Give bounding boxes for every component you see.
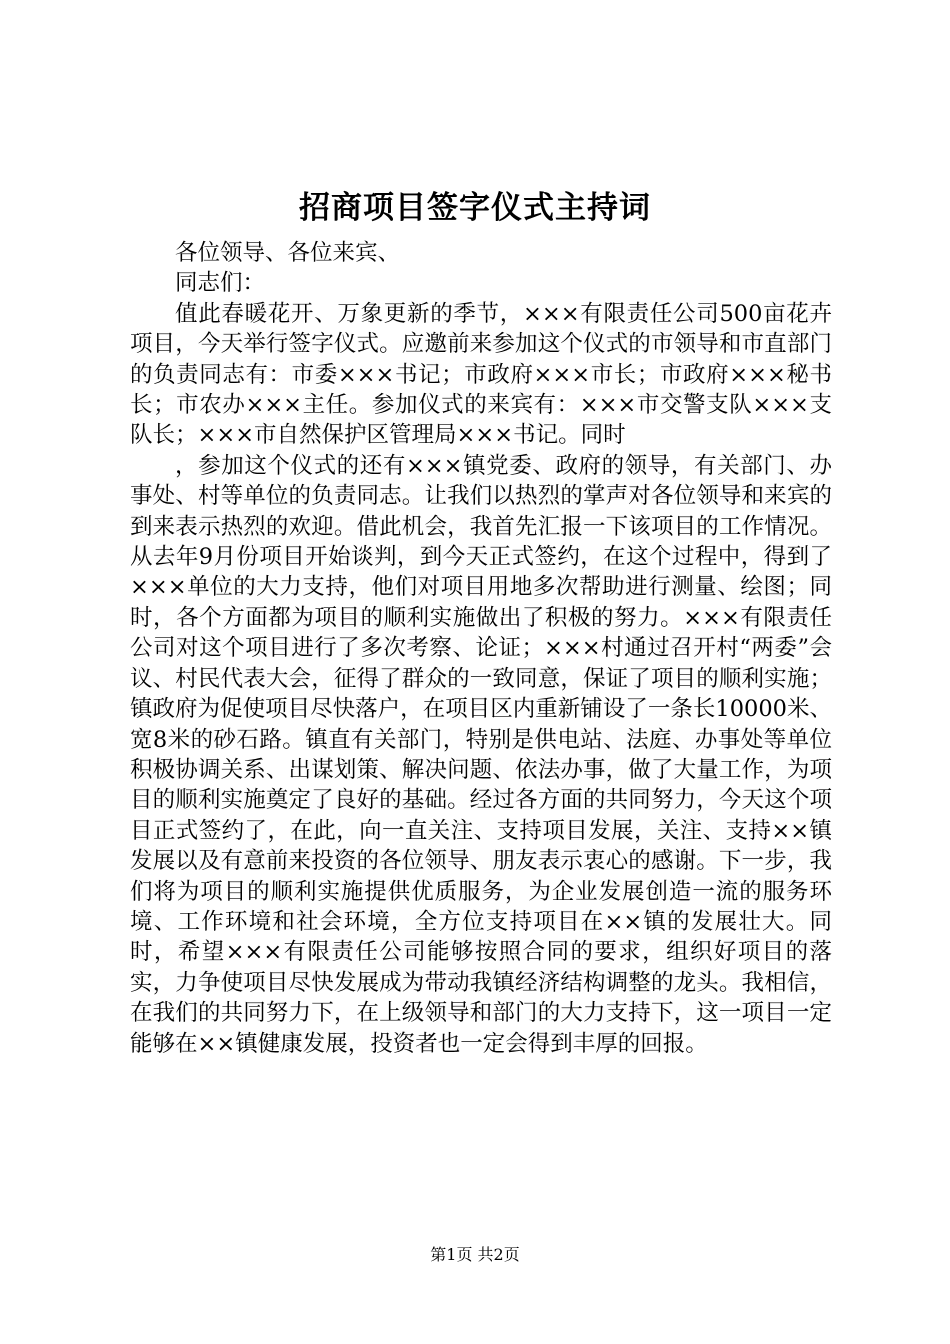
salutation-line-2: 同志们： [175, 270, 266, 297]
page-footer: 第1页 共2页 [430, 1245, 520, 1264]
document-body [130, 238, 832, 1059]
paragraph-2: ，参加这个仪式的还有×××镇党委、政府的领导，有关部门、办事处、村等单位的负责同志。让我们以热烈的掌声对各位领导和来宾的到来表示热烈的欢迎。借此机会，我首先汇报一下该项目的工作情况。从去年9月份项目开始谈判，到今天正式签约，在这个过程中，得到了×××单位的大力支持，他们对项目用地多次帮助进行测量、绘图；同时，各个方面都为项目的顺利实施做出了积极的努力。×××有限责任公司对这个项目进行了多次考察、论证；×××村通过召开村“两委”会议、村民代表大会，征得了群众的一致同意，保证了项目的顺利实施；镇政府为促使项目尽快落户，在项目区内重新铺设了一条长10000米、宽8米的砂石路。镇直有关部门，特别是供电站、法庭、办事处等单位积极协调关系、出谋划策、解决问题、依法办事，做了大量工作，为项目的顺利实施奠定了良好的基础。经过各方面的共同努力，今天这个项目正式签约了，在此，向一直关注、支持项目发展，关注、支持××镇发展以及有意前来投资的各位领导、朋友表示衷心的感谢。下一步，我们将为项目的顺利实施提供优质服务，为企业发展创造一流的服务环境、工作环境和社会环境，全方位支持项目在××镇的发展壮大。同时，希望×××有限责任公司能够按照合同的要求，组织好项目的落实，力争使项目尽快发展成为带动我镇经济结构调整的龙头。我相信，在我们的共同努力下，在上级领导和部门的大力支持下，这一项目一定能够在××镇健康发展，投资者也一定会得到丰厚的回报。 [130, 452, 832, 1057]
document-title: 招商项目签字仪式主持词 [299, 190, 651, 226]
paragraph-1: 值此春暖花开、万象更新的季节，×××有限责任公司500亩花卉项目，今天举行签字仪式。应邀前来参加这个仪式的市领导和市直部门的负责同志有：市委×××书记；市政府×××市长；市政府×××秘书长；市农办×××主任。参加仪式的来宾有：×××市交警支队×××支队长；×××市自然保护区管理局×××书记。同时 [130, 300, 832, 449]
salutation-line-1: 各位领导、各位来宾、 [175, 240, 401, 266]
